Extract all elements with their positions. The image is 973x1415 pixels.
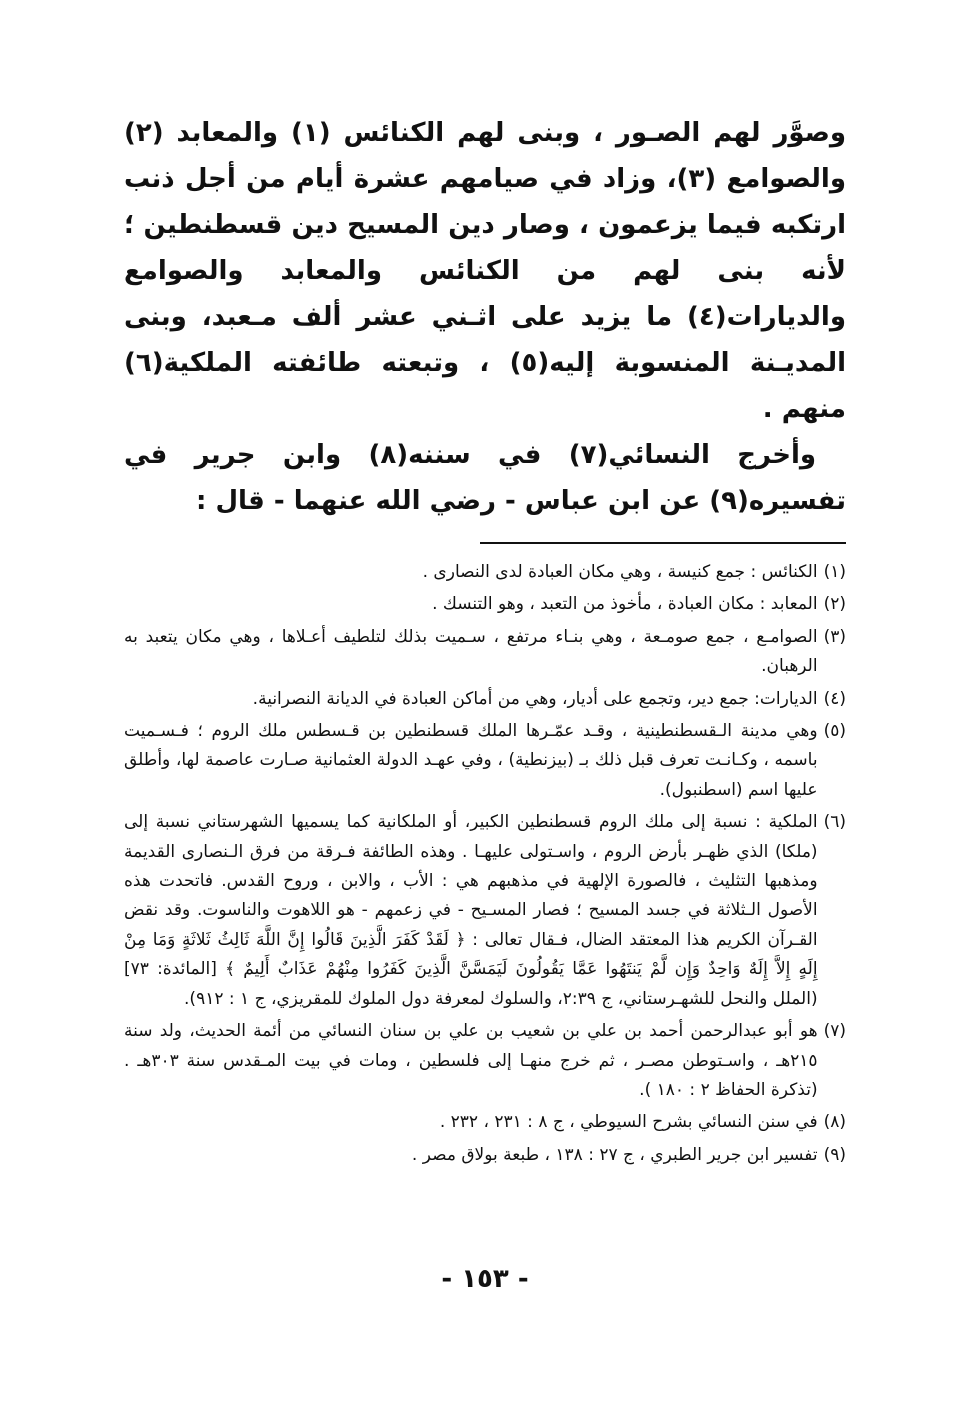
footnote-number: (١) [823, 562, 846, 582]
footnote-text: وهي مدينة الـقسطنطينية ، وقـد عمّـرها الملك قسطنطين بن قـسطس ملك الروم ؛ فـسـميت باسمه ، وكـانـت تعرف قبل ذلك بـ (بيزنطية) ، وفي عهـد الدولة العثمانية صـارت عاصمة لها، وأطلق عليها اسم (اسطنبول). [124, 721, 818, 800]
footnote-8 [124, 1108, 846, 1137]
footnote-9 [124, 1141, 846, 1170]
footnote-text: الصوامـع ، جمع صومـعة ، وهي بنـاء مرتفع ، سـميت بذلك لتلطيف أعـلاها ، وهي مكان يتعبد به الرهبان. [124, 626, 818, 677]
footnote-number: (٥) [823, 721, 846, 742]
footnote-text: المعابد : مكان العبادة ، مأخوذ من التعبد ، وهو التنسك . [432, 594, 818, 615]
footnote-number: (٨) [823, 1112, 846, 1133]
footnote-text: في سنن النسائي بشرح السيوطي ، ج ٨ : ٢٣١ ، ٢٣٢ . [439, 1112, 818, 1133]
main-text [124, 110, 846, 524]
footnote-3 [124, 623, 846, 682]
footnote-5 [124, 717, 846, 805]
footnote-number: (٤) [823, 688, 846, 709]
footnote-number: (٧) [823, 1021, 846, 1042]
footnote-text: هو أبو عبدالرحمن أحمد بن علي بن شعيب بن علي بن سنان النسائي من أئمة الحديث، ولد سنة ٢١٥هـ ، واسـتوطن مصـر ، ثم خرج منهـا إلى فلسطين ، ومات في بيت المـقدس سنة ٣٠٣هـ . (تذكرة الحفاظ ٢ : ١٨٠ ). [124, 1021, 818, 1100]
footnote-text: تفسير ابن جرير الطبري ، ج ٢٧ : ١٣٨ ، طبعة بولاق مصر . [411, 1144, 818, 1165]
footnote-6 [124, 808, 846, 1014]
footnote-number: (٣) [823, 626, 846, 647]
footnote-separator [480, 542, 846, 544]
footnote-2 [124, 590, 846, 619]
footnote-text: الديارات: جمع دير، وتجمع على أديار، وهي من أماكن العبادة في الديانة النصرانية. [252, 688, 818, 709]
main-paragraph-2: وأخرج النسائي(٧) في سننه(٨) وابن جرير في تفسيره(٩) عن ابن عباس - رضي الله عنهما - قال : [124, 440, 846, 516]
footnote-number: (٢) [823, 594, 846, 615]
main-paragraph-1: وصوَّر لهم الصـور ، وبنى لهم الكنائس (١) والمعابد (٢) والصوامع (٣)، وزاد في صيامهم عشرة أيام من أجل ذنب ارتكبه فيما يزعمون ، وصار دين المسيح دين قسطنطين ؛ لأنه بنى لهم من الكنائس والمعابد والصوامع والديارات(٤) ما يزيد على اثـني عشر ألف مـعبد، وبنى المديـنة المنسوبة إليه(٥) ، وتبعته طائفته الملكية(٦) منهم . [124, 118, 847, 424]
footnote-1 [124, 558, 846, 587]
footnote-7 [124, 1017, 846, 1105]
page-number: - ١٥٣ - [441, 1264, 529, 1294]
footnote-number: (٦) [823, 812, 846, 833]
footnote-4 [124, 685, 846, 714]
footnotes [124, 558, 846, 1170]
book-page [124, 110, 846, 1390]
footnote-text: الكنائس : جمع كنيسة ، وهي مكان العبادة لدى النصارى . [422, 562, 818, 582]
footnote-number: (٩) [823, 1144, 846, 1165]
footnote-text: الملكية : نسبة إلى ملك الروم قسطنطين الكبير، أو الملكانية كما يسميها الشهرستاني نسبة إلى (ملكا) الذي ظهـر بأرض الروم ، واسـتولى عليهـا . وهذه الطائفة فـرقة من فرق الـنصارى القديمة ومذهبها التثليث ، فالصورة الإلهية في مذهبهم هي : الأب ، والابن ، وروح القدس. فاتحدت هذه الأصول الـثلاثة في جسد المسيح ؛ فصار المسـيح - في زعمهم - هو اللاهوت والناسوت. وقد نقض القـرآن الكريم هذا المعتقد الضال، فـقال تعالى : ﴿ لَقَدْ كَفَرَ الَّذِينَ قَالُوا إِنَّ اللَّهَ ثَالِثُ ثَلاثَةٍ وَمَا مِنْ إِلَهٍ إِلاَّ إِلَهٌ وَاحِدٌ وَإِن لَّمْ يَنتَهُوا عَمَّا يَقُولُونَ لَيَمَسَّنَّ الَّذِينَ كَفَرُوا مِنْهُمْ عَذَابٌ أَلِيمٌ ﴾ [المائدة: ٧٣] (الملل والنحل للشهـرستاني، ج ٢:٣٩، والسلوك لمعرفة دول الملوك للمقريزي، ج ١ : ٩١٢). [124, 812, 818, 1009]
